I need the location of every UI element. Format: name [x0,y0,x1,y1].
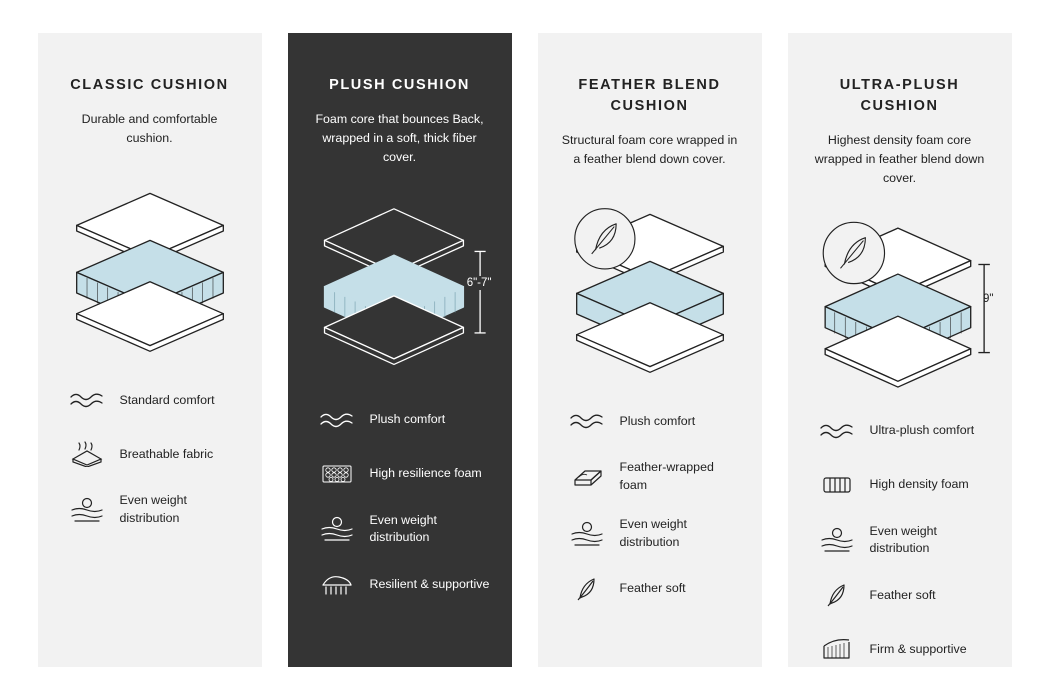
list-item [68,438,244,470]
even-weight-icon [68,494,106,526]
cushion-layer-diagram [806,203,994,393]
list-item [318,458,494,490]
leaf-badge-icon [823,222,884,283]
card-description: Highest density foam core wrapped in feather blend down cover. [814,133,985,186]
list-item-label: Feather soft [619,581,686,596]
list-item-label: Resilient & supportive [369,576,490,591]
card-description: Structural foam core wrapped in a feather blend down cover. [561,133,738,167]
feature-list [556,405,744,626]
card-description: Foam core that bounces Back, wrapped in a soft, thick fiber cover. [315,112,484,165]
list-item-label: Standard comfort [119,392,215,407]
feature-list [806,415,994,688]
list-item-label: Even weight distribution [119,493,188,525]
page-title: CLASSIC CUSHION [70,77,229,93]
height-measure-bracket [474,251,485,332]
even-weight-icon [568,518,606,550]
high-density-foam-icon [818,469,856,501]
list-item [818,633,994,665]
cushion-layer-diagram [306,182,494,382]
wave-icon [568,405,606,437]
list-item-label: Ultra-plush comfort [869,423,975,437]
page-title: PLUSH CUSHION [329,77,470,93]
feature-list [56,384,244,549]
list-item-label: High density foam [869,477,969,491]
list-item [568,405,744,437]
height-measure-bracket [978,264,989,352]
honeycomb-icon [318,458,356,490]
list-item [318,404,494,436]
feather-wrapped-foam-icon [568,461,606,493]
cushion-card-plush [288,33,512,667]
cushion-card-classic [38,33,262,667]
even-weight-icon [318,513,356,545]
list-item-label: Even weight distribution [619,517,688,549]
list-item-label: Plush comfort [369,411,446,426]
wave-icon [318,404,356,436]
list-item-label: Breathable fabric [119,446,214,461]
cushion-layer-diagram [556,183,744,383]
list-item-label: Feather-wrapped foam [619,460,714,492]
list-item [568,573,744,605]
list-item-label: Even weight distribution [369,512,438,545]
list-item-label: High resilience foam [369,465,482,480]
list-item [318,512,494,547]
list-item [818,415,994,447]
firm-support-icon [818,633,856,665]
list-item [818,579,994,611]
height-label: 6"-7" [466,276,492,289]
list-item [318,568,494,600]
list-item [818,469,994,501]
page-title: FEATHER BLEND CUSHION [578,77,721,115]
wave-icon [818,415,856,447]
list-item [818,523,994,558]
list-item-label: Firm & supportive [869,641,967,656]
list-item-label: Even weight distribution [869,523,938,556]
list-item [68,492,244,527]
cushion-card-ultra-plush [788,33,1012,667]
leaf-icon [568,573,606,605]
leaf-badge-icon [574,209,634,269]
list-item [568,516,744,551]
list-item-label: Feather soft [869,587,936,602]
leaf-icon [818,579,856,611]
cushion-card-feather-blend [538,33,762,667]
wave-icon [68,384,106,416]
feature-list [306,404,494,623]
breathable-fabric-icon [68,438,106,470]
height-label: 9" [983,292,994,305]
list-item-label: Plush comfort [619,413,696,428]
resilient-support-icon [318,568,356,600]
cushion-layer-diagram [56,162,244,362]
even-weight-icon [818,524,856,556]
page-title: ULTRA-PLUSH CUSHION [839,77,960,115]
list-item [568,459,744,494]
list-item [68,384,244,416]
card-description: Durable and comfortable cushion. [81,112,218,146]
